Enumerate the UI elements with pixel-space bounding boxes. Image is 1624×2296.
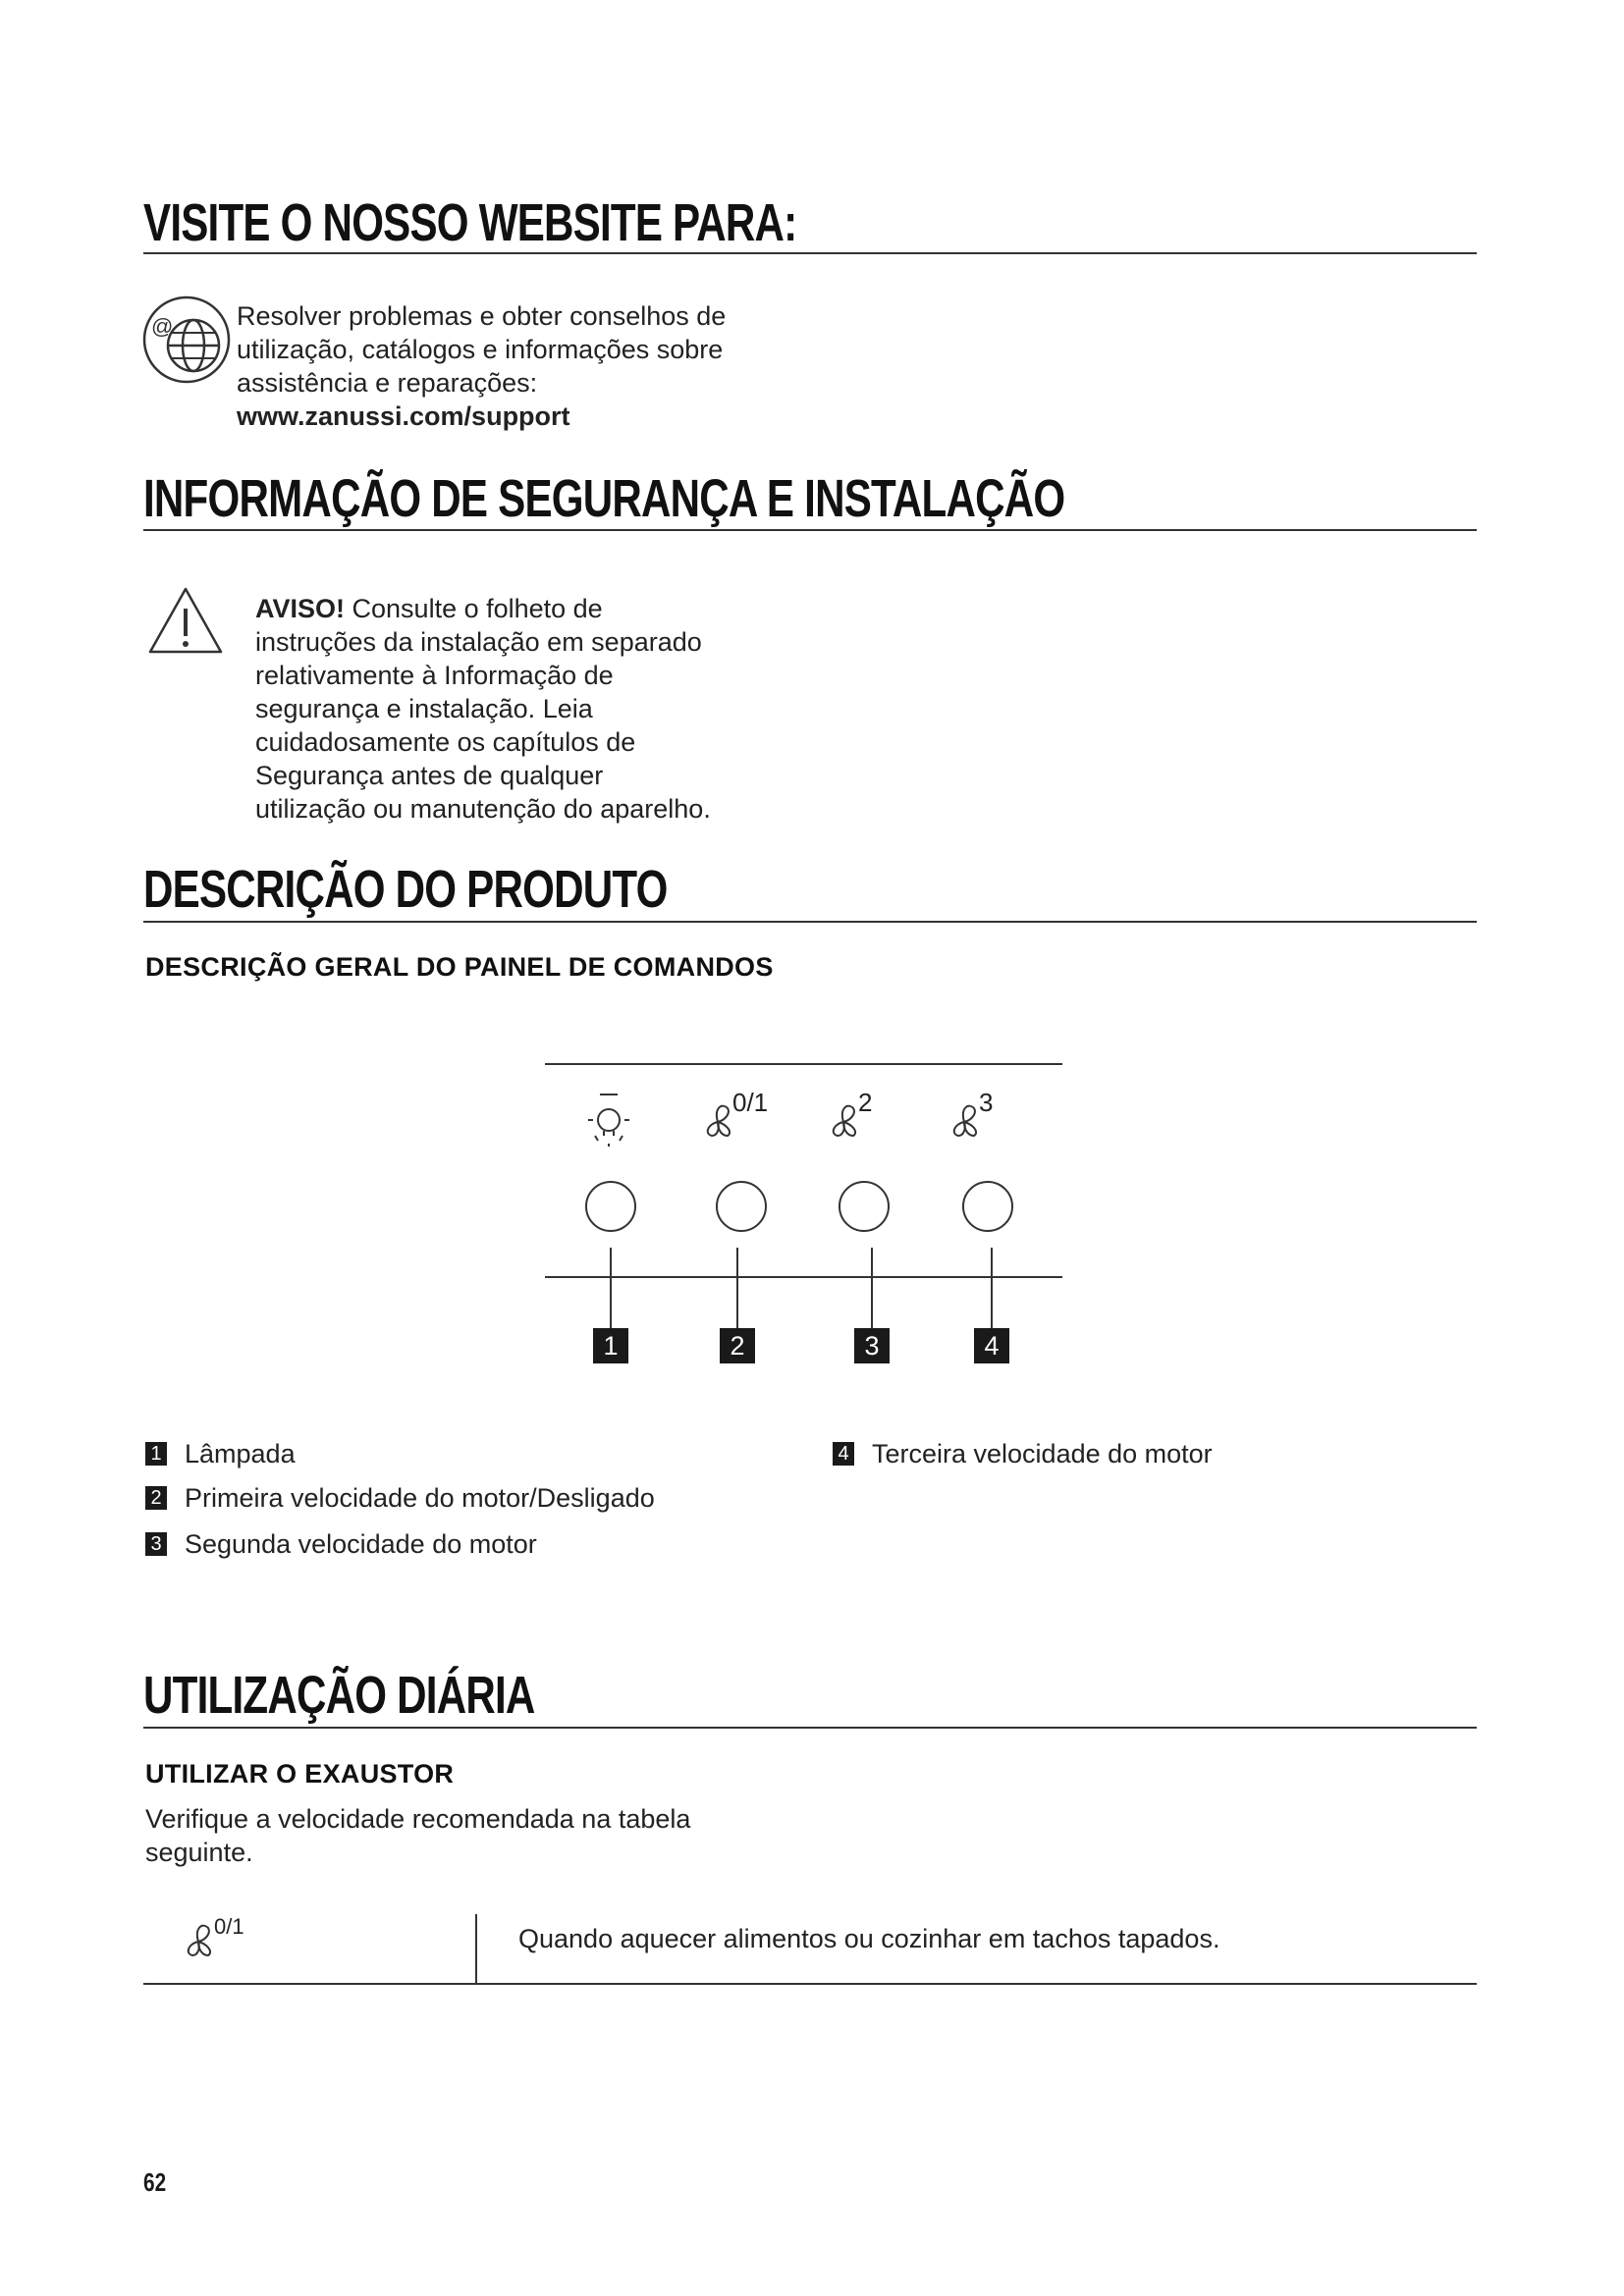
fan-icon: [708, 1106, 730, 1136]
control-panel-subheading: DESCRIÇÃO GERAL DO PAINEL DE COMANDOS: [145, 952, 774, 982]
warning-line: Segurança antes de qualquer: [255, 761, 604, 790]
fan-icon: [954, 1106, 976, 1136]
fan-speed-3-button[interactable]: [963, 1182, 1012, 1231]
website-text: [237, 299, 726, 433]
warning-label: AVISO!: [255, 594, 346, 623]
website-text-line: Resolver problemas e obter conselhos de: [237, 301, 727, 331]
svg-text:@: @: [151, 314, 174, 339]
website-text-line: utilização, catálogos e informações sobre: [237, 335, 724, 364]
legend-number: 2: [145, 1486, 167, 1510]
intro-line: seguinte.: [145, 1838, 253, 1867]
legend-number: 1: [145, 1442, 167, 1466]
safety-heading: INFORMAÇÃO DE SEGURANÇA E INSTALAÇÃO: [143, 469, 1065, 528]
legend-text: Segunda velocidade do motor: [185, 1529, 537, 1559]
warning-line: segurança e instalação. Leia: [255, 694, 593, 723]
section-divider: [143, 529, 1477, 531]
lamp-icon: [588, 1095, 629, 1147]
fan-speed-1-button[interactable]: [717, 1182, 766, 1231]
fan-icon: [834, 1106, 855, 1136]
warning-first-line: Consulte o folheto de: [345, 594, 603, 623]
fan-speed-2-button[interactable]: [839, 1182, 889, 1231]
legend-item: [145, 1439, 296, 1469]
warning-line: relativamente à Informação de: [255, 661, 614, 690]
section-divider: [143, 921, 1477, 923]
legend-item: [145, 1529, 537, 1560]
website-text-line: assistência e reparações:: [237, 368, 538, 398]
warning-text: [255, 592, 711, 826]
speed-table: [143, 1908, 1477, 1987]
callout-number: 1: [593, 1328, 628, 1363]
legend-number: 4: [833, 1442, 854, 1466]
section-divider: [143, 252, 1477, 254]
callout-number: 3: [854, 1328, 890, 1363]
warning-line: utilização ou manutenção do aparelho.: [255, 794, 711, 824]
website-heading: VISITE O NOSSO WEBSITE PARA:: [143, 193, 797, 252]
hood-usage-subheading: UTILIZAR O EXAUSTOR: [145, 1759, 455, 1789]
page-number: 62: [143, 2167, 167, 2197]
intro-line: Verifique a velocidade recomendada na tabela: [145, 1804, 691, 1834]
daily-use-intro: [145, 1802, 690, 1869]
legend-text: Primeira velocidade do motor/Desligado: [185, 1483, 655, 1513]
legend-item: [145, 1483, 655, 1514]
table-column-divider: [475, 1914, 477, 1983]
legend-text: Lâmpada: [185, 1439, 296, 1468]
legend-item: [833, 1439, 1213, 1469]
lamp-button[interactable]: [586, 1182, 635, 1231]
control-panel-diagram: [540, 1055, 1070, 1379]
fan-speed-label: 0/1: [214, 1914, 244, 1939]
globe-at-icon: [141, 294, 232, 385]
support-link[interactable]: www.zanussi.com/support: [237, 401, 570, 431]
warning-triangle-icon: [147, 585, 224, 656]
callout-number: 2: [720, 1328, 755, 1363]
callout-number: 4: [974, 1328, 1009, 1363]
fan-speed-label: 0/1: [732, 1088, 769, 1117]
section-divider: [143, 1727, 1477, 1729]
fan-speed-label: 3: [979, 1088, 994, 1117]
legend-number: 3: [145, 1532, 167, 1556]
table-bottom-rule: [143, 1983, 1477, 1985]
warning-line: cuidadosamente os capítulos de: [255, 727, 636, 757]
fan-speed-label: 2: [858, 1088, 873, 1117]
daily-use-heading: UTILIZAÇÃO DIÁRIA: [143, 1666, 535, 1725]
product-heading: DESCRIÇÃO DO PRODUTO: [143, 860, 668, 919]
legend-text: Terceira velocidade do motor: [872, 1439, 1213, 1468]
speed-description: Quando aquecer alimentos ou cozinhar em tachos tapados.: [518, 1924, 1220, 1953]
warning-line: instruções da instalação em separado: [255, 627, 702, 657]
